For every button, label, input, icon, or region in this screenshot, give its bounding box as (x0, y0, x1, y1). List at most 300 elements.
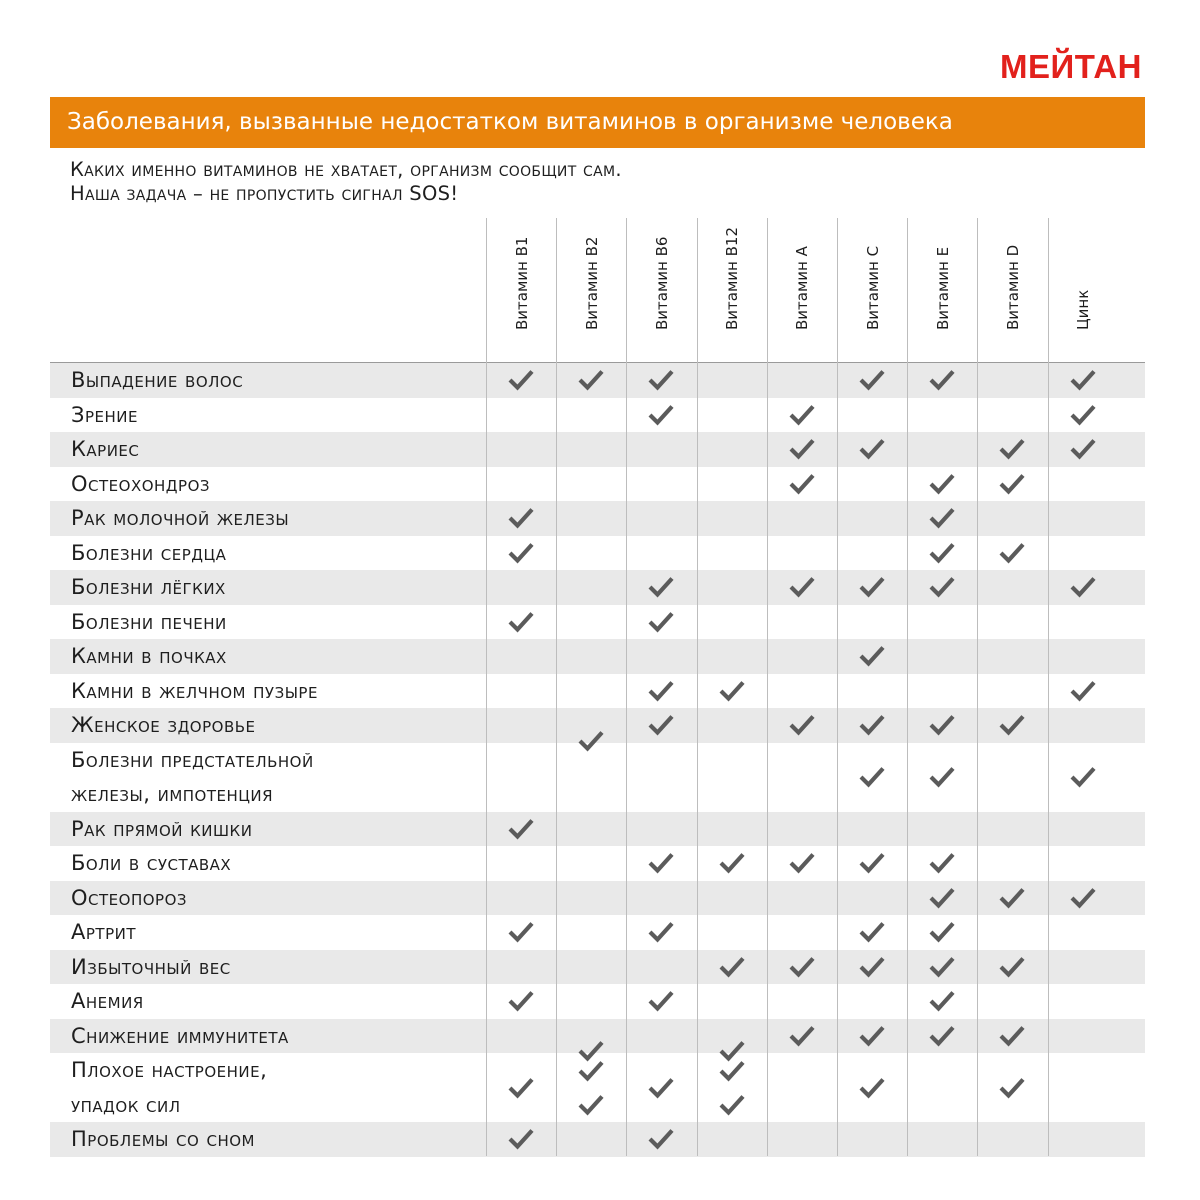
table-cell (1048, 881, 1118, 916)
disease-label (71, 743, 314, 812)
column-header (556, 218, 626, 362)
table-cell (697, 1122, 767, 1157)
table-cell (837, 398, 907, 433)
table-cell (907, 915, 977, 950)
table-header (50, 218, 1145, 363)
table-cell (977, 812, 1047, 847)
column-divider (626, 362, 627, 1156)
table-cell (837, 1053, 907, 1122)
disease-label (71, 605, 227, 640)
table-row (50, 398, 1145, 433)
table-cell (697, 501, 767, 536)
table-cell (767, 398, 837, 433)
column-header-label: Витамин C (863, 245, 882, 330)
table-cell (977, 536, 1047, 571)
table-cell (837, 605, 907, 640)
subtitle (70, 158, 622, 206)
table-cell (977, 570, 1047, 605)
disease-label-line: Проблемы со сном (71, 1127, 255, 1151)
table-cell (697, 363, 767, 398)
table-cell (767, 467, 837, 502)
table-cell (1048, 743, 1118, 812)
disease-label-line: Остеопороз (71, 885, 188, 910)
disease-label (71, 639, 227, 674)
checkmark-icon (859, 956, 885, 978)
table-cell (767, 1053, 837, 1122)
table-cell (977, 501, 1047, 536)
table-cell (767, 881, 837, 916)
disease-label (71, 708, 256, 743)
disease-label (71, 674, 318, 709)
table-cell (907, 398, 977, 433)
checkmark-icon (508, 369, 534, 391)
checkmark-icon (648, 1128, 674, 1150)
table-cell (977, 639, 1047, 674)
column-divider (556, 362, 557, 1156)
table-cell (556, 950, 626, 985)
table-cell (907, 743, 977, 812)
column-divider (697, 362, 698, 1156)
table-cell (837, 1122, 907, 1157)
table-cell (977, 1122, 1047, 1157)
table-cell (486, 398, 556, 433)
checkmark-icon (999, 956, 1025, 978)
table-cell (977, 398, 1047, 433)
checkmark-icon (1070, 680, 1096, 702)
checkmark-icon (578, 1094, 604, 1116)
disease-label-line: Зрение (71, 402, 138, 427)
checkmark-icon (508, 818, 534, 840)
table-cell (837, 639, 907, 674)
disease-label-line: упадок сил (71, 1092, 181, 1117)
table-cell (486, 881, 556, 916)
checkmark-icon (1070, 369, 1096, 391)
checkmark-icon (929, 956, 955, 978)
table-cell (486, 1053, 556, 1122)
table-cell (486, 605, 556, 640)
table-cell (1048, 846, 1118, 881)
table-cell (697, 812, 767, 847)
vitamin-deficiency-table (50, 218, 1145, 1157)
table-body (50, 363, 1145, 1157)
table-cell (697, 743, 767, 812)
table-cell (767, 605, 837, 640)
table-cell (486, 363, 556, 398)
table-cell (837, 743, 907, 812)
table-cell (486, 501, 556, 536)
table-cell (907, 639, 977, 674)
table-cell (697, 846, 767, 881)
table-cell (626, 743, 696, 812)
column-header-label: Витамин B12 (723, 227, 742, 330)
table-cell (907, 1122, 977, 1157)
checkmark-icon (578, 1060, 604, 1082)
table-cell (977, 1053, 1047, 1122)
table-cell (1048, 674, 1118, 709)
checkmark-icon (789, 1025, 815, 1047)
table-cell (1048, 605, 1118, 640)
checkmark-icon (1070, 438, 1096, 460)
table-cell (837, 984, 907, 1019)
table-cell (486, 432, 556, 467)
column-header-label: Витамин D (1003, 244, 1022, 330)
table-cell (556, 674, 626, 709)
table-row (50, 846, 1145, 881)
table-cell (837, 846, 907, 881)
table-cell (556, 812, 626, 847)
disease-label-line: Остеохондроз (71, 471, 210, 496)
table-cell (486, 536, 556, 571)
table-row (50, 743, 1145, 812)
checkmark-icon (999, 887, 1025, 909)
table-cell (1048, 1122, 1118, 1157)
table-cell (556, 708, 626, 743)
table-row (50, 812, 1145, 847)
disease-label (71, 915, 136, 950)
table-cell (626, 846, 696, 881)
table-cell (767, 950, 837, 985)
table-cell (1048, 708, 1118, 743)
table-cell (1048, 915, 1118, 950)
table-cell (697, 950, 767, 985)
checkmark-icon (929, 990, 955, 1012)
table-cell (977, 743, 1047, 812)
disease-label (71, 812, 252, 847)
table-cell (977, 432, 1047, 467)
table-cell (1048, 398, 1118, 433)
table-row (50, 984, 1145, 1019)
table-cell (626, 432, 696, 467)
table-cell (1048, 950, 1118, 985)
table-cell (907, 605, 977, 640)
table-cell (767, 1122, 837, 1157)
table-cell (556, 605, 626, 640)
table-cell (626, 398, 696, 433)
checkmark-icon (648, 404, 674, 426)
table-row (50, 1053, 1145, 1122)
disease-label-line: Кариес (71, 437, 140, 461)
table-row (50, 639, 1145, 674)
checkmark-icon (578, 369, 604, 391)
checkmark-icon (859, 1025, 885, 1047)
table-cell (626, 1019, 696, 1054)
table-row (50, 1122, 1145, 1157)
checkmark-icon (929, 852, 955, 874)
table-cell (556, 501, 626, 536)
table-cell (837, 501, 907, 536)
table-cell (626, 1122, 696, 1157)
table-cell (837, 915, 907, 950)
table-cell (556, 881, 626, 916)
disease-label (71, 536, 226, 571)
table-cell (486, 950, 556, 985)
checkmark-icon (999, 473, 1025, 495)
table-cell (1048, 1019, 1118, 1054)
table-cell (556, 398, 626, 433)
table-cell (907, 536, 977, 571)
column-divider (977, 362, 978, 1156)
table-cell (767, 363, 837, 398)
table-cell (837, 363, 907, 398)
checkmark-icon (929, 369, 955, 391)
table-cell (486, 915, 556, 950)
column-divider (1048, 362, 1049, 1156)
checkmark-icon (648, 611, 674, 633)
table-row (50, 605, 1145, 640)
table-cell (486, 1019, 556, 1054)
checkmark-icon (929, 1025, 955, 1047)
table-row (50, 501, 1145, 536)
checkmark-icon (859, 852, 885, 874)
column-divider (486, 362, 487, 1156)
table-cell (907, 467, 977, 502)
disease-label-line: Рак прямой кишки (71, 816, 253, 841)
column-header-label: Витамин B6 (652, 236, 671, 330)
disease-label-line: железы, импотенция (71, 782, 274, 806)
disease-label (71, 1019, 289, 1054)
disease-label-line: Анемия (71, 989, 144, 1013)
table-cell (697, 536, 767, 571)
checkmark-icon (929, 887, 955, 909)
disease-label (71, 363, 243, 398)
table-cell (837, 536, 907, 571)
table-cell (697, 398, 767, 433)
table-cell (907, 950, 977, 985)
checkmark-icon (859, 369, 885, 391)
checkmark-icon (508, 542, 534, 564)
table-row (50, 432, 1145, 467)
disease-label-line: Выпадение волос (71, 368, 244, 392)
table-cell (977, 881, 1047, 916)
page-title-banner: Заболевания, вызванные недостатком витаминов в организме человека (50, 97, 1145, 148)
checkmark-icon (929, 714, 955, 736)
checkmark-icon (648, 576, 674, 598)
table-cell (767, 1019, 837, 1054)
table-cell (907, 363, 977, 398)
table-cell (626, 639, 696, 674)
checkmark-icon (648, 680, 674, 702)
table-cell (767, 708, 837, 743)
table-cell (556, 984, 626, 1019)
table-cell (907, 846, 977, 881)
checkmark-icon (508, 990, 534, 1012)
table-cell (1048, 501, 1118, 536)
table-cell (1048, 570, 1118, 605)
table-cell (556, 1053, 626, 1122)
disease-label (71, 1053, 267, 1122)
table-cell (697, 708, 767, 743)
table-cell (697, 881, 767, 916)
checkmark-icon (999, 1077, 1025, 1099)
table-cell (486, 639, 556, 674)
table-cell (626, 363, 696, 398)
table-row (50, 363, 1145, 398)
table-cell (977, 1019, 1047, 1054)
table-cell (837, 674, 907, 709)
table-cell (907, 432, 977, 467)
checkmark-icon (508, 1128, 534, 1150)
checkmark-icon (789, 473, 815, 495)
table-cell (977, 915, 1047, 950)
disease-label (71, 467, 210, 502)
table-cell (1048, 536, 1118, 571)
table-cell (837, 467, 907, 502)
table-cell (626, 915, 696, 950)
checkmark-icon (648, 1077, 674, 1099)
column-header (697, 218, 767, 362)
column-divider (837, 362, 838, 1156)
checkmark-icon (859, 645, 885, 667)
checkmark-icon (1070, 576, 1096, 598)
table-cell (1048, 812, 1118, 847)
disease-label (71, 570, 226, 605)
disease-label-line: Рак молочной железы (71, 506, 290, 530)
checkmark-icon (648, 852, 674, 874)
checkmark-icon (508, 611, 534, 633)
table-cell (767, 915, 837, 950)
checkmark-icon (859, 438, 885, 460)
checkmark-icon (508, 507, 534, 529)
checkmark-icon (789, 404, 815, 426)
table-cell (837, 812, 907, 847)
table-cell (697, 674, 767, 709)
table-row (50, 950, 1145, 985)
table-cell (1048, 1053, 1118, 1122)
table-cell (626, 708, 696, 743)
checkmark-icon (929, 921, 955, 943)
disease-label-line: Плохое настроение, (71, 1058, 268, 1082)
checkmark-icon (789, 714, 815, 736)
table-cell (907, 501, 977, 536)
checkmark-icon (648, 369, 674, 391)
table-cell (486, 1122, 556, 1157)
checkmark-icon (859, 921, 885, 943)
table-cell (767, 570, 837, 605)
table-row (50, 1019, 1145, 1054)
checkmark-icon (1070, 404, 1096, 426)
table-cell (556, 467, 626, 502)
table-cell (767, 432, 837, 467)
column-header-label: Витамин B2 (582, 236, 601, 330)
checkmark-icon (648, 921, 674, 943)
subtitle-line: Каких именно витаминов не хватает, организм сообщит сам. (70, 158, 622, 181)
column-header (486, 218, 556, 362)
table-cell (626, 812, 696, 847)
disease-label (71, 432, 139, 467)
table-cell (767, 536, 837, 571)
table-cell (556, 846, 626, 881)
table-cell (767, 674, 837, 709)
table-cell (837, 881, 907, 916)
table-cell (1048, 363, 1118, 398)
disease-label (71, 846, 231, 881)
checkmark-icon (929, 473, 955, 495)
table-cell (1048, 639, 1118, 674)
checkmark-icon (929, 507, 955, 529)
checkmark-icon (789, 956, 815, 978)
column-header-label: Цинк (1074, 289, 1093, 330)
checkmark-icon (789, 852, 815, 874)
table-cell (556, 915, 626, 950)
column-header (767, 218, 837, 362)
table-cell (977, 363, 1047, 398)
table-cell (907, 812, 977, 847)
table-cell (556, 536, 626, 571)
table-cell (486, 846, 556, 881)
checkmark-icon (999, 438, 1025, 460)
disease-label-line: Избыточный вес (71, 954, 231, 979)
table-cell (486, 570, 556, 605)
table-cell (697, 639, 767, 674)
checkmark-icon (719, 852, 745, 874)
disease-label-line: Камни в почках (71, 644, 227, 668)
table-cell (697, 1019, 767, 1054)
table-cell (626, 570, 696, 605)
table-cell (486, 743, 556, 812)
table-cell (977, 674, 1047, 709)
table-cell (907, 674, 977, 709)
disease-label (71, 881, 187, 916)
checkmark-icon (508, 1077, 534, 1099)
checkmark-icon (859, 576, 885, 598)
disease-label-line: Болезни сердца (71, 540, 227, 565)
checkmark-icon (789, 438, 815, 460)
table-cell (977, 605, 1047, 640)
column-divider (767, 362, 768, 1156)
table-cell (837, 570, 907, 605)
checkmark-icon (999, 714, 1025, 736)
table-cell (486, 708, 556, 743)
table-cell (697, 432, 767, 467)
table-cell (907, 1053, 977, 1122)
disease-label-line: Артрит (71, 920, 137, 944)
checkmark-icon (859, 714, 885, 736)
table-cell (697, 915, 767, 950)
column-header (1048, 218, 1118, 362)
checkmark-icon (1070, 766, 1096, 788)
table-cell (486, 467, 556, 502)
checkmark-icon (999, 1025, 1025, 1047)
table-cell (697, 1053, 767, 1122)
table-cell (697, 467, 767, 502)
table-cell (626, 536, 696, 571)
table-cell (697, 984, 767, 1019)
table-cell (697, 570, 767, 605)
column-header (977, 218, 1047, 362)
checkmark-icon (859, 1077, 885, 1099)
checkmark-icon (648, 714, 674, 736)
table-row (50, 570, 1145, 605)
disease-label-line: Камни в желчном пузыре (71, 678, 318, 703)
table-cell (697, 605, 767, 640)
checkmark-icon (929, 766, 955, 788)
checkmark-icon (719, 956, 745, 978)
table-row (50, 708, 1145, 743)
table-cell (486, 812, 556, 847)
table-cell (767, 639, 837, 674)
table-cell (977, 950, 1047, 985)
table-row (50, 915, 1145, 950)
table-cell (767, 984, 837, 1019)
table-cell (556, 363, 626, 398)
column-header (907, 218, 977, 362)
column-divider (907, 362, 908, 1156)
table-cell (767, 846, 837, 881)
table-row (50, 536, 1145, 571)
table-cell (767, 812, 837, 847)
table-cell (977, 467, 1047, 502)
table-cell (626, 881, 696, 916)
